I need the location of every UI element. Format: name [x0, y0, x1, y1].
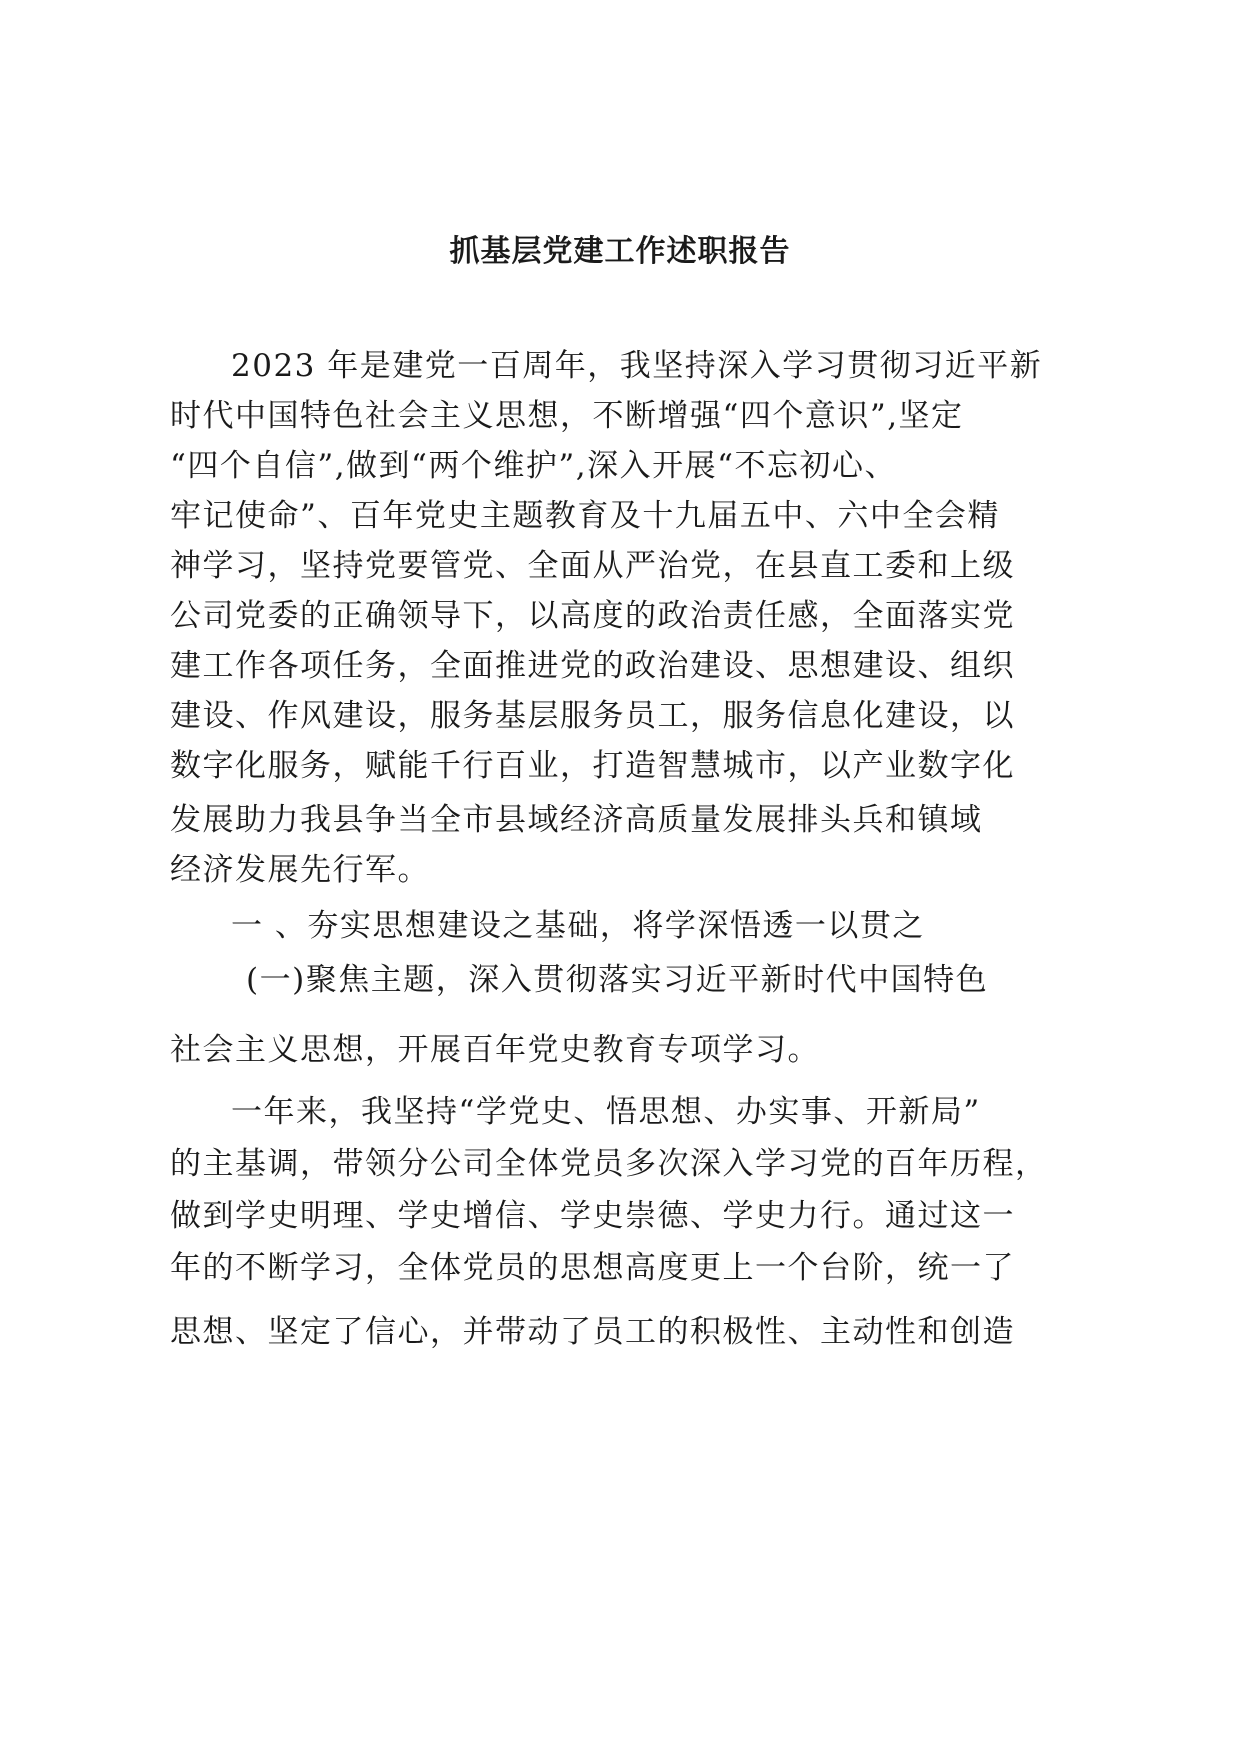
body-line: 2023 年是建党一百周年，我坚持深入学习贯彻习近平新 [231, 348, 1043, 384]
body-line: 的主基调，带领分公司全体党员多次深入学习党的百年历程， [170, 1146, 1048, 1182]
body-line: 公司党委的正确领导下，以高度的政治责任感，全面落实党 [170, 598, 1015, 634]
body-line: 建设、作风建设，服务基层服务员工，服务信息化建设，以 [170, 698, 1015, 734]
body-line: 一年来，我坚持“学党史、悟思想、办实事、开新局” [231, 1094, 981, 1130]
body-line: 建工作各项任务，全面推进党的政治建设、思想建设、组织 [170, 648, 1015, 684]
body-line: 思想、坚定了信心，并带动了员工的积极性、主动性和创造 [170, 1314, 1015, 1350]
subsection-heading: 社会主义思想，开展百年党史教育专项学习。 [170, 1032, 820, 1068]
body-line: 牢记使命”、百年党史主题教育及十九届五中、六中全会精 [170, 498, 1000, 534]
body-line: 做到学史明理、学史增信、学史崇德、学史力行。通过这一 [170, 1198, 1015, 1234]
section-heading: 一 、夯实思想建设之基础，将学深悟透一以贯之 [231, 908, 925, 944]
body-line: 发展助力我县争当全市县域经济高质量发展排头兵和镇域 [170, 802, 983, 838]
body-line: “四个自信”,做到“两个维护”,深入开展“不忘初心、 [170, 448, 897, 484]
document-title: 抓基层党建工作述职报告 [449, 234, 791, 269]
body-line: 年的不断学习，全体党员的思想高度更上一个台阶，统一了 [170, 1250, 1015, 1286]
subsection-heading: (一)聚焦主题，深入贯彻落实习近平新时代中国特色 [246, 962, 989, 998]
body-line: 经济发展先行军。 [170, 852, 430, 888]
body-line: 数字化服务，赋能千行百业，打造智慧城市，以产业数字化 [170, 748, 1015, 784]
body-line: 神学习，坚持党要管党、全面从严治党，在县直工委和上级 [170, 548, 1015, 584]
body-line: 时代中国特色社会主义思想，不断增强“四个意识”,坚定 [170, 398, 964, 434]
